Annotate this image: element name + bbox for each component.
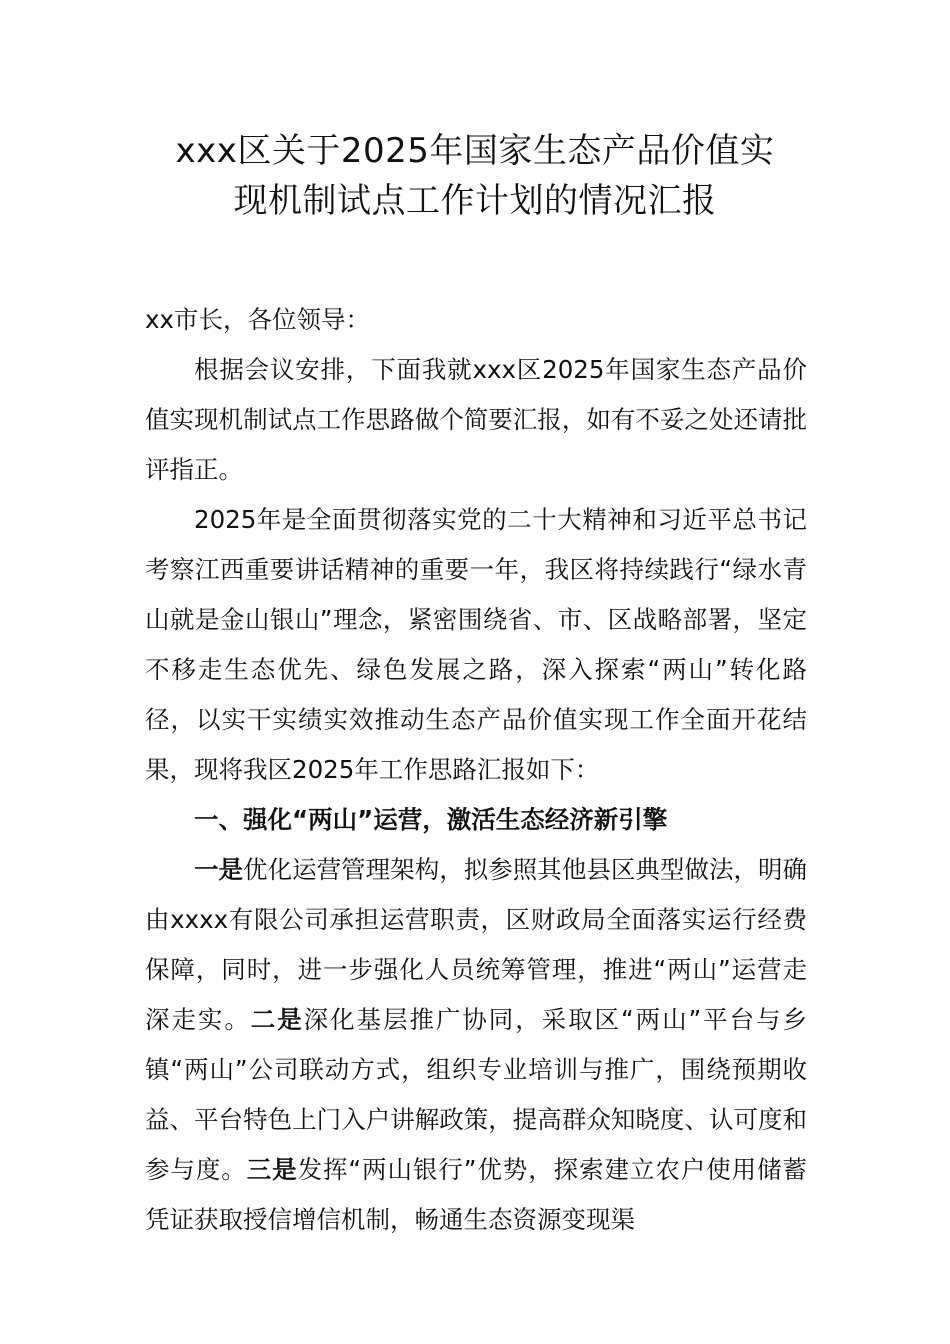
point-2-label: 二是 — [250, 1005, 304, 1034]
point-3-text: 发挥“两山银行”优势，探索建立农户使用储蓄凭证获取授信增信机制，畅通生态资源变现渠 — [145, 1155, 808, 1234]
paragraph-overview: 2025年是全面贯彻落实党的二十大精神和习近平总书记考察江西重要讲话精神的重要一年，我区将持续践行“绿水青山就是金山银山”理念，紧密围绕省、市、区战略部署，坚定不移走生态优先、绿色发展之路，深入探索“两山”转化路径，以实干实绩实效推动生态产品价值实现工作全面开花结果，现将我区2025年工作思路汇报如下： — [145, 505, 807, 784]
title-line-2: 现机制试点工作计划的情况汇报 — [233, 181, 717, 221]
salutation: xx市长，各位领导： — [145, 305, 370, 334]
document-title — [145, 126, 805, 226]
paragraph-section-1 — [145, 845, 807, 1245]
title-line-1: xxx区关于2025年国家生态产品价值实 — [175, 131, 775, 171]
point-3-label: 三是 — [246, 1155, 298, 1184]
section-heading-1 — [145, 795, 807, 845]
point-1-text: 优化运营管理架构，拟参照其他县区典型做法，明确由xxxx有限公司承担运营职责，区财政局全面落实运行经费保障，同时，进一步强化人员统筹管理，推进“两山”运营走深走实。 — [145, 855, 808, 1034]
point-1-label: 一是 — [194, 855, 244, 884]
document-body — [145, 295, 807, 1245]
point-2-text: 深化基层推广协同，采取区“两山”平台与乡镇“两山”公司联动方式，组织专业培训与推广，围绕预期收益、平台特色上门入户讲解政策，提高群众知晓度、认可度和参与度。 — [145, 1005, 807, 1184]
paragraph-intro: 根据会议安排，下面我就xxx区2025年国家生态产品价值实现机制试点工作思路做个简要汇报，如有不妥之处还请批评指正。 — [145, 355, 807, 484]
section-heading-1-text: 一、强化“两山”运营，激活生态经济新引擎 — [194, 805, 668, 834]
